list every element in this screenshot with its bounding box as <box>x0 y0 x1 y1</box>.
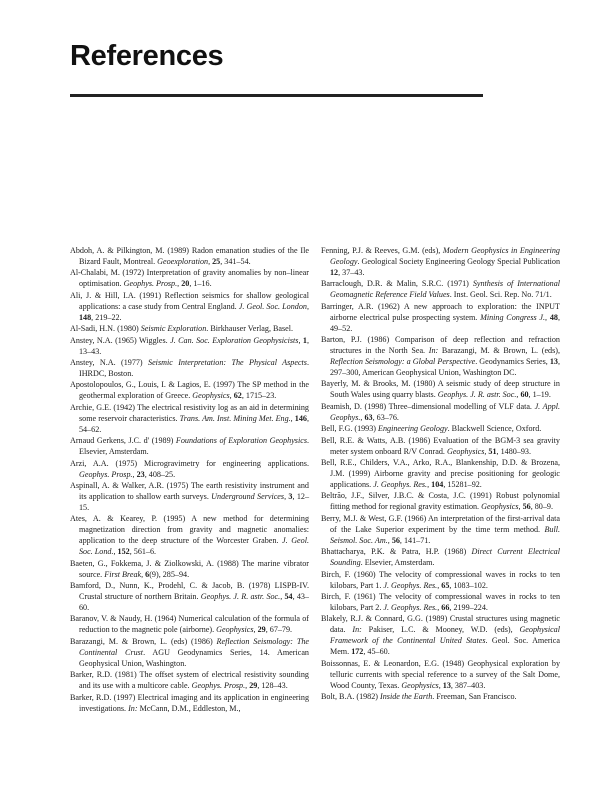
reference-entry: Al-Chalabi, M. (1972) Interpretation of gravity anomalies by non–linear optimisation. Geophys. Prosp., 20, 1–16. <box>70 268 309 289</box>
title-rule <box>70 94 483 97</box>
reference-entry: Birch, F. (1961) The velocity of compressional waves in rocks to ten kilobars, Part 2. J. Geophys. Res., 66, 2199–224. <box>321 592 560 612</box>
reference-entry: Bell, R.E., Childers, V.A., Arko, R.A., Blankenship, D.D. & Brozena, J.M. (1999) Airborne gravity and precise positioning for geologic applications. J. Geophys. Res., 104, 15281–92. <box>321 458 560 490</box>
page-title: References <box>70 40 224 72</box>
reference-entry: Bolt, B.A. (1982) Inside the Earth. Freeman, San Francisco. <box>321 692 517 702</box>
reference-entry: Al-Sadi, H.N. (1980) Seismic Exploration. Birkhauser Verlag, Basel. <box>70 324 294 334</box>
references-column-left <box>70 246 309 715</box>
reference-entry: Bhattacharya, P.K. & Patra, H.P. (1968) Direct Current Electrical Sounding. Elsevier, Amsterdam. <box>321 547 560 568</box>
reference-entry: Ali, J. & Hill, I.A. (1991) Reflection seismics for shallow geological applications: a case study from Central England. J. Geol. Soc. London, 148, 219–22. <box>70 290 309 322</box>
reference-entry: Apostolopoulos, G., Louis, I. & Lagios, E. (1997) The SP method in the geothermal exploration of Greece. Geophysics, 62, 1715–23. <box>70 380 309 401</box>
reference-entry: Aspinall, A. & Walker, A.R. (1975) The earth resistivity instrument and its application to shallow earth surveys. Underground Services, 3, 12–15. <box>70 481 309 512</box>
reference-entry: Blakely, R.J. & Connard, G.G. (1989) Crustal structures using magnetic data. In: Pakiser, L.C. & Mooney, W.D. (eds), Geophysical Framework of the Continental United States. Geol. Soc. America Mem. 172, 45–60. <box>321 614 560 657</box>
reference-entry: Archie, G.E. (1942) The electrical resistivity log as an aid in determining some reservoir characteristics. Trans. Am. Inst. Mining Met. Eng., 146, 54–62. <box>70 402 309 434</box>
reference-entry: Abdoh, A. & Pilkington, M. (1989) Radon emanation studies of the Ile Bizard Fault, Montreal. Geoexploration, 25, 341–54. <box>70 246 309 266</box>
reference-entry: Fenning, P.J. & Reeves, G.M. (eds), Modern Geophysics in Engineering Geology. Geological Society Engineering Geology Special Publication 12, 37–43. <box>321 246 560 277</box>
reference-entry: Bamford, D., Nunn, K., Prodehl, C. & Jacob, B. (1978) LISPB-IV. Crustal structure of northern Britain. Geophys. J. R. astr. Soc., 54, 43–60. <box>70 581 309 612</box>
reference-entry: Beamish, D. (1998) Three–dimensional modelling of VLF data. J. Appl. Geophys., 63, 63–76. <box>321 401 560 422</box>
reference-entry: Baranov, V. & Naudy, H. (1964) Numerical calculation of the formula of reduction to the magnetic pole (airborne). Geophysics, 29, 67–79. <box>70 614 309 635</box>
reference-entry: Baeten, G., Fokkema, J. & Ziolkowski, A. (1988) The marine vibrator source. First Break, 6(9), 285–94. <box>70 558 309 579</box>
reference-entry: Barringer, A.R. (1962) A new approach to exploration: the INPUT airborne electrical pulse prospecting system. Mining Congress J., 48, 49–52. <box>321 301 560 333</box>
reference-entry: Barazangi, M. & Brown, L. (eds) (1986) Reflection Seismology: The Continental Crust. AGU Geodynamics Series, 14. American Geophysical Union, Washington. <box>70 636 309 668</box>
reference-entry: Arzi, A.A. (1975) Microgravimetry for engineering applications. Geophys. Prosp., 23, 408–25. <box>70 458 309 479</box>
reference-entry: Barker, R.D. (1997) Electrical imaging and its application in engineering investigations. In: McCann, D.M., Eddleston, M., <box>70 692 309 713</box>
reference-entry: Bell, R.E. & Watts, A.B. (1986) Evaluation of the BGM-3 sea gravity meter system onboard R/V Conrad. Geophysics, 51, 1480–93. <box>321 435 560 456</box>
reference-entry: Ates, A. & Kearey, P. (1995) A new method for determining magnetization direction from gravity and magnetic anomalies: application to the deep structure of the Worcester Graben. J. Geol. Soc. Lond., 152, 561–6. <box>70 514 309 557</box>
reference-entry: Anstey, N.A. (1965) Wiggles. J. Can. Soc. Exploration Geophysicists, 1, 13–43. <box>70 335 309 356</box>
reference-entry: Berry, M.J. & West, G.F. (1966) An interpretation of the first-arrival data of the Lake Superior experiment by the time term method. Bull. Seismol. Soc. Am., 56, 141–71. <box>321 513 560 545</box>
reference-entry: Arnaud Gerkens, J.C. d' (1989) Foundations of Exploration Geophysics. Elsevier, Amsterdam. <box>70 436 310 457</box>
reference-entry: Birch, F. (1960) The velocity of compressional waves in rocks to ten kilobars, Part 1. J. Geophys. Res., 65, 1083–102. <box>321 569 560 590</box>
reference-entry: Beltrão, J.F., Silver, J.B.C. & Costa, J.C. (1991) Robust polynomial fitting method for regional gravity estimation. Geophysics, 56, 80–9. <box>321 491 560 512</box>
references-column-right <box>321 246 560 704</box>
reference-entry: Barton, P.J. (1986) Comparison of deep reflection and refraction structures in the North Sea. In: Barazangi, M. & Brown, L. (eds), Reflection Seismology: a Global Perspective. Geodynamics Series, 13, 297–300, American Geophysical Union, Washington DC. <box>321 335 560 377</box>
reference-entry: Anstey, N.A. (1977) Seismic Interpretation: The Physical Aspects. IHRDC, Boston. <box>70 358 309 378</box>
reference-entry: Bell, F.G. (1993) Engineering Geology. Blackwell Science, Oxford. <box>321 424 542 434</box>
reference-entry: Bayerly, M. & Brooks, M. (1980) A seismic study of deep structure in South Wales using quarry blasts. Geophys. J. R. astr. Soc., 60, 1–19. <box>321 379 560 400</box>
reference-entry: Barraclough, D.R. & Malin, S.R.C. (1971) Synthesis of International Geomagnetic Reference Field Values. Inst. Geol. Sci. Rep. No. 71/1. <box>321 279 560 300</box>
reference-entry: Boissonnas, E. & Leonardon, E.G. (1948) Geophysical exploration by telluric currents with special reference to a survey of the Salt Dome, Wood County, Texas. Geophysics, 13, 387–403. <box>321 658 560 690</box>
reference-entry: Barker, R.D. (1981) The offset system of electrical resistivity sounding and its use with a multicore cable. Geophys. Prosp., 29, 128–43. <box>70 670 309 691</box>
